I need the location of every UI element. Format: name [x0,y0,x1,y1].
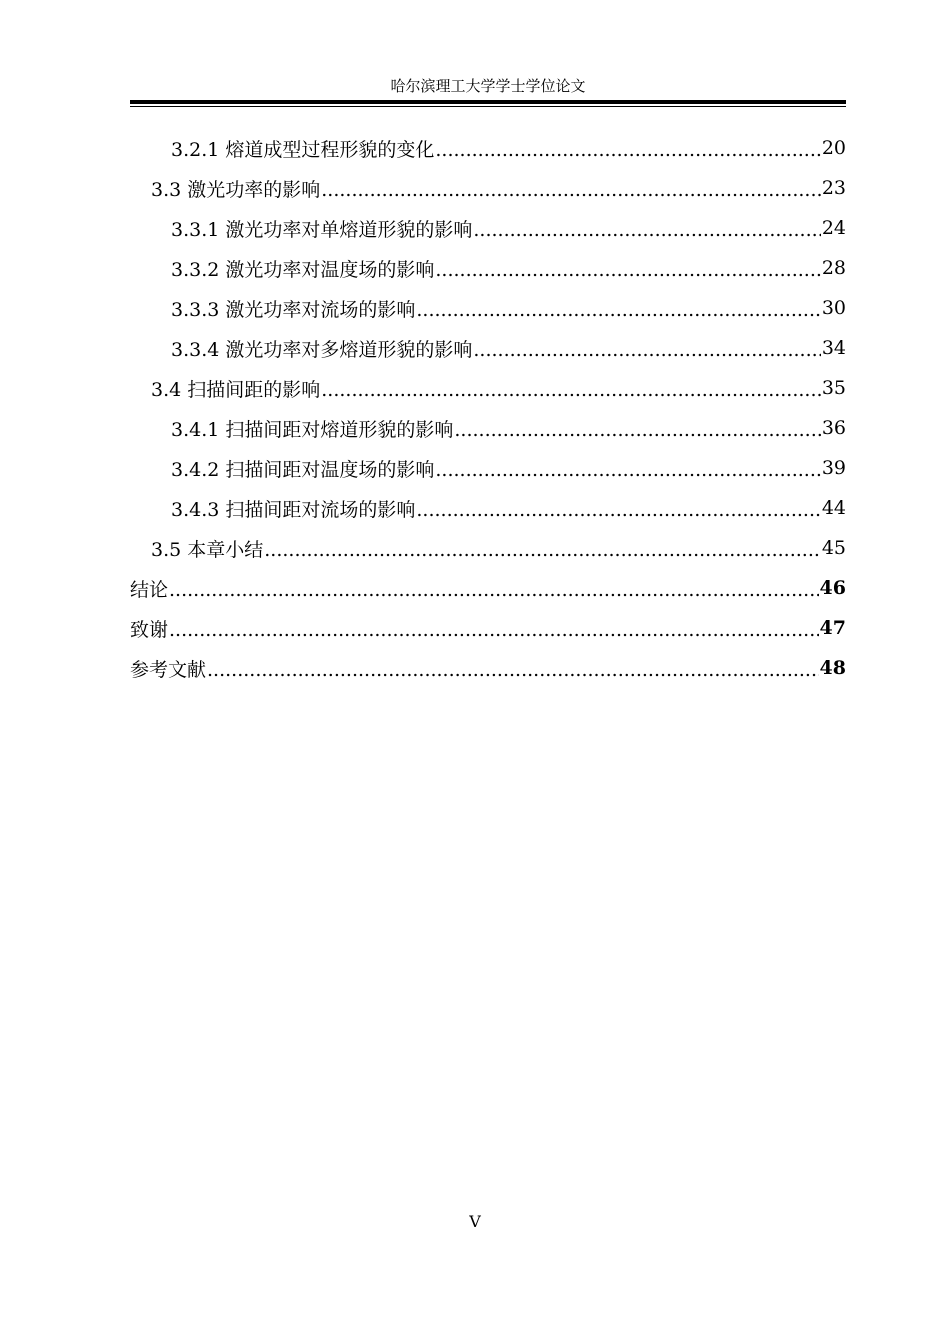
toc-entry-title: 致谢 [130,618,169,641]
toc-entry-page: 28 [821,257,846,279]
toc-entry-title: 参考文献 [130,658,207,681]
toc-entry-page: 24 [821,217,846,239]
toc-entry-title: 3.3.3 激光功率对流场的影响 [171,298,416,321]
toc-entry[interactable] [130,408,846,448]
toc-entry-page: 35 [821,377,846,399]
toc-entry-page: 48 [819,657,846,679]
toc-entry-page: 45 [821,537,846,559]
header-rule-thick [130,100,846,104]
toc-entry[interactable] [130,448,846,488]
toc-entry-page: 30 [821,297,846,319]
toc-entry-page: 20 [821,137,846,159]
toc-entry-title: 3.3.1 激光功率对单熔道形貌的影响 [171,218,473,241]
toc-entry[interactable] [130,168,846,208]
toc-entry-chapter[interactable] [130,648,846,688]
toc-entry-title: 结论 [130,578,169,601]
toc-entry[interactable] [130,208,846,248]
page-number: V [469,1212,481,1231]
toc-leader-dots [473,219,820,241]
toc-entry[interactable] [130,368,846,408]
toc-entry-page: 34 [821,337,846,359]
toc-entry-title: 3.4 扫描间距的影响 [151,378,321,401]
toc-leader-dots [416,299,820,321]
toc-leader-dots [169,579,819,601]
toc-entry-title: 3.3 激光功率的影响 [151,178,321,201]
toc-entry-title: 3.3.2 激光功率对温度场的影响 [171,258,435,281]
toc-entry[interactable] [130,248,846,288]
header-rule-thin [130,106,846,107]
toc-leader-dots [435,459,820,481]
toc-entry[interactable] [130,288,846,328]
toc-entry-title: 3.4.2 扫描间距对温度场的影响 [171,458,435,481]
toc-entry-title: 3.5 本章小结 [151,538,264,561]
table-of-contents [130,128,846,688]
toc-leader-dots [207,659,819,681]
toc-entry[interactable] [130,128,846,168]
toc-leader-dots [435,259,820,281]
toc-entry-page: 44 [821,497,846,519]
toc-entry-title: 3.3.4 激光功率对多熔道形貌的影响 [171,338,473,361]
toc-entry-page: 23 [821,177,846,199]
toc-entry-chapter[interactable] [130,608,846,648]
toc-leader-dots [321,179,821,201]
toc-entry-page: 39 [821,457,846,479]
toc-leader-dots [264,539,821,561]
toc-leader-dots [435,139,820,161]
toc-entry[interactable] [130,328,846,368]
toc-leader-dots [321,379,821,401]
toc-leader-dots [169,619,819,641]
toc-entry-title: 3.4.3 扫描间距对流场的影响 [171,498,416,521]
toc-entry-chapter[interactable] [130,568,846,608]
toc-entry-title: 3.2.1 熔道成型过程形貌的变化 [171,138,435,161]
toc-leader-dots [416,499,820,521]
toc-entry-page: 47 [819,617,846,639]
toc-entry-page: 46 [819,577,846,599]
toc-leader-dots [454,419,820,441]
toc-entry-title: 3.4.1 扫描间距对熔道形貌的影响 [171,418,454,441]
toc-leader-dots [473,339,820,361]
toc-entry-page: 36 [821,417,846,439]
toc-entry[interactable] [130,488,846,528]
running-header: 哈尔滨理工大学学士学位论文 [390,77,586,95]
toc-entry[interactable] [130,528,846,568]
